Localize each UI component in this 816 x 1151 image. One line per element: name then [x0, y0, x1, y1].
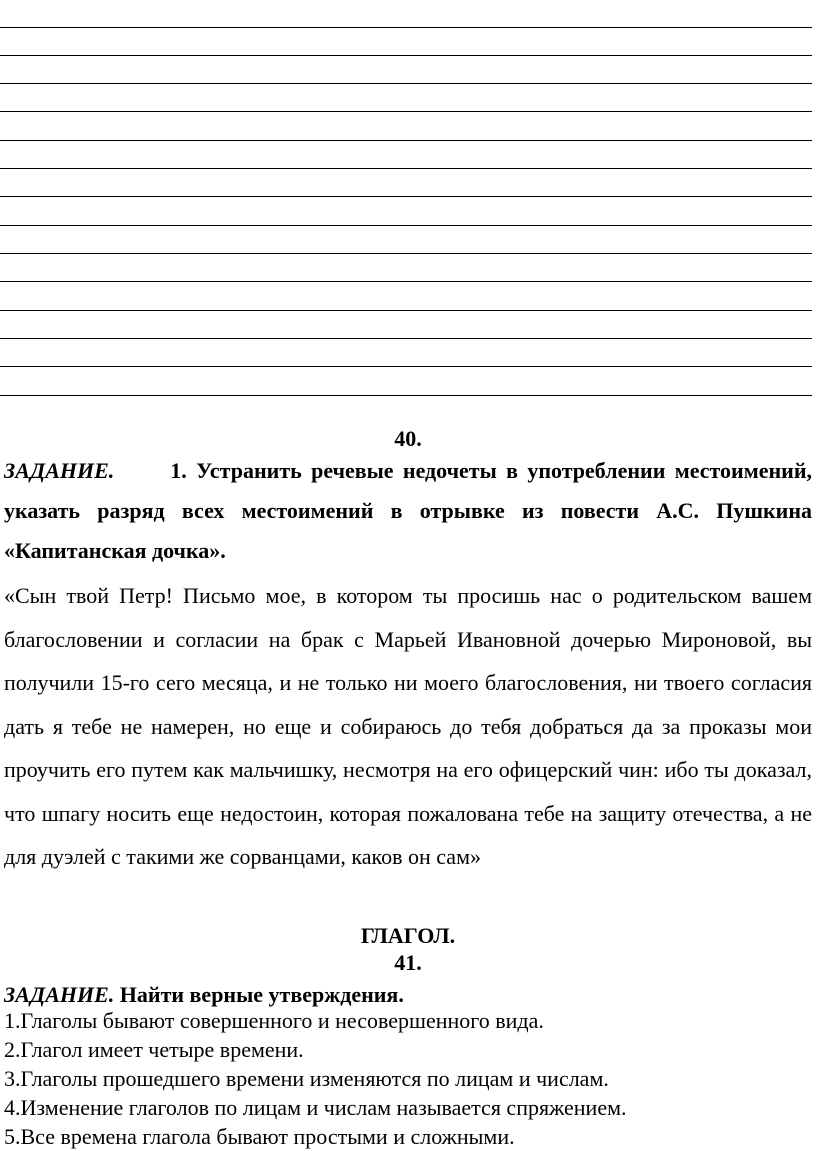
writing-line — [0, 225, 812, 226]
list-item: 1.Глаголы бывают совершенного и несовершенного вида. — [4, 1008, 544, 1033]
list-item: 3.Глаголы прошедшего времени изменяются по лицам и числам. — [4, 1066, 609, 1091]
statement-list — [4, 1006, 812, 1151]
task-number-40: 40. — [394, 426, 422, 451]
quote-excerpt: «Сын твой Петр! Письмо мое, в котором ты просишь нас о родительском вашем благословении и согласии на брак с Марьей Ивановной дочерью Мироновой, вы получили 15-го сего месяца, и не только ни моего благословения, ни твоего согласия дать я тебе не намерен, но еще и собираюсь до тебя добраться да за проказы мои проучить его путем как мальчишку, несмотря на его офицерский чин: ибо ты доказал, что шпагу носить еще недостоин, которая пожалована тебе на защиту отечества, а не для дуэлей с такими же сорванцами, каков он сам» — [4, 583, 812, 869]
task-40-instruction — [4, 451, 812, 571]
task-number-41: 41. — [394, 950, 422, 975]
writing-line — [0, 310, 812, 311]
writing-line — [0, 168, 812, 169]
list-item: 4.Изменение глаголов по лицам и числам называется спряжением. — [4, 1095, 627, 1120]
task-text: 1. Устранить речевые недочеты в употреблении местоимений, указать разряд всех местоимений в отрывке из повести А.С. Пушкина «Капитанская дочка». — [4, 458, 812, 563]
task-text: Найти верные утверждения. — [119, 982, 404, 1007]
writing-line — [0, 111, 812, 112]
writing-line — [0, 366, 812, 367]
section-title: ГЛАГОЛ. — [360, 923, 456, 948]
task-label: ЗАДАНИЕ. — [4, 982, 115, 1007]
writing-line — [0, 196, 812, 197]
writing-line — [0, 140, 812, 141]
task-label: ЗАДАНИЕ. — [4, 458, 115, 483]
writing-line — [0, 338, 812, 339]
writing-line — [0, 27, 812, 28]
list-item: 2.Глагол имеет четыре времени. — [4, 1037, 304, 1062]
writing-line — [0, 395, 812, 396]
writing-line — [0, 55, 812, 56]
list-item: 5.Все времена глагола бывают простыми и сложными. — [4, 1124, 515, 1149]
writing-line — [0, 281, 812, 282]
writing-line — [0, 83, 812, 84]
writing-line — [0, 253, 812, 254]
